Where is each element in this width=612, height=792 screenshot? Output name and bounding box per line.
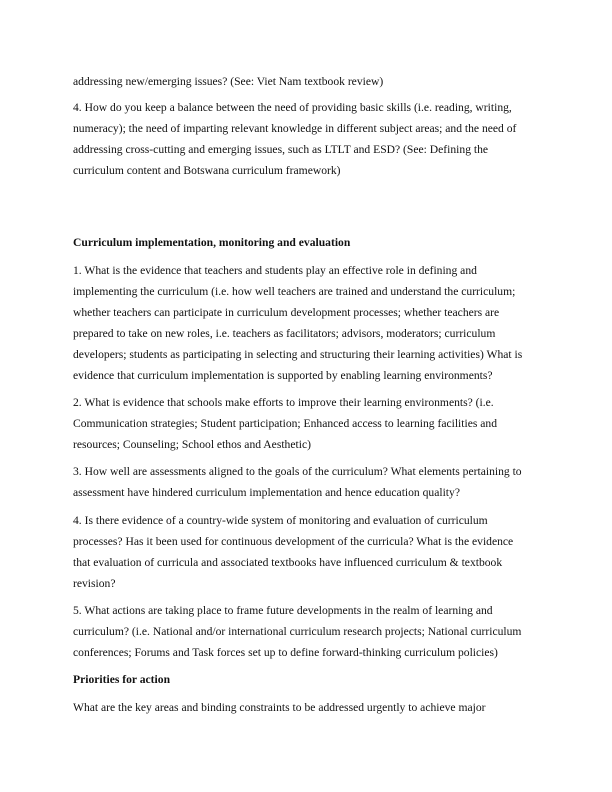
body-text-line: 5. What actions are taking place to frame future developments in the realm of learning and: [73, 604, 493, 617]
body-text-line: addressing cross-cutting and emerging issues, such as LTLT and ESD? (See: Defining the: [73, 143, 489, 156]
body-text-line: 2. What is evidence that schools make efforts to improve their learning environments? (i.e.: [73, 396, 494, 409]
body-text-line: revision?: [73, 577, 116, 590]
section-heading: Curriculum implementation, monitoring and evaluation: [73, 236, 351, 249]
body-text-line: implementing the curriculum (i.e. how well teachers are trained and understand the curriculum;: [73, 285, 516, 298]
body-text-line: whether teachers can participate in curriculum development processes; whether teachers are: [73, 306, 500, 319]
section-heading: Priorities for action: [73, 673, 171, 686]
body-text-line: 4. Is there evidence of a country-wide system of monitoring and evaluation of curriculum: [73, 514, 488, 527]
body-text-line: conferences; Forums and Task forces set up to define forward-thinking curriculum policies): [73, 646, 498, 659]
body-text-line: What are the key areas and binding constraints to be addressed urgently to achieve major: [73, 701, 486, 714]
body-text-line: curriculum? (i.e. National and/or international curriculum research projects; National curriculum: [73, 625, 522, 638]
body-text-line: assessment have hindered curriculum implementation and hence education quality?: [73, 486, 460, 499]
body-text-line: resources; Counseling; School ethos and Aesthetic): [73, 438, 311, 451]
body-text-line: 4. How do you keep a balance between the need of providing basic skills (i.e. reading, writing,: [73, 101, 512, 114]
body-text-line: that evaluation of curricula and associated textbooks have influenced curriculum & textbook: [73, 556, 503, 569]
body-text-line: Communication strategies; Student participation; Enhanced access to learning facilities and: [73, 417, 498, 430]
body-text-line: addressing new/emerging issues? (See: Viet Nam textbook review): [73, 75, 384, 88]
body-text-line: curriculum content and Botswana curriculum framework): [73, 164, 341, 177]
body-text-line: 3. How well are assessments aligned to the goals of the curriculum? What elements pertaining to: [73, 465, 522, 478]
body-text-line: numeracy); the need of imparting relevant knowledge in different subject areas; and the need of: [73, 122, 517, 135]
body-text-line: processes? Has it been used for continuous development of the curricula? What is the evidence: [73, 535, 514, 548]
body-text-line: 1. What is the evidence that teachers and students play an effective role in defining and: [73, 264, 477, 277]
body-text-line: prepared to take on new roles, i.e. teachers as facilitators; advisors, moderators; curriculum: [73, 327, 496, 340]
body-text-line: evidence that curriculum implementation is supported by enabling learning environments?: [73, 369, 493, 382]
body-text-line: developers; students as participating in selecting and structuring their learning activities) What is: [73, 348, 523, 361]
